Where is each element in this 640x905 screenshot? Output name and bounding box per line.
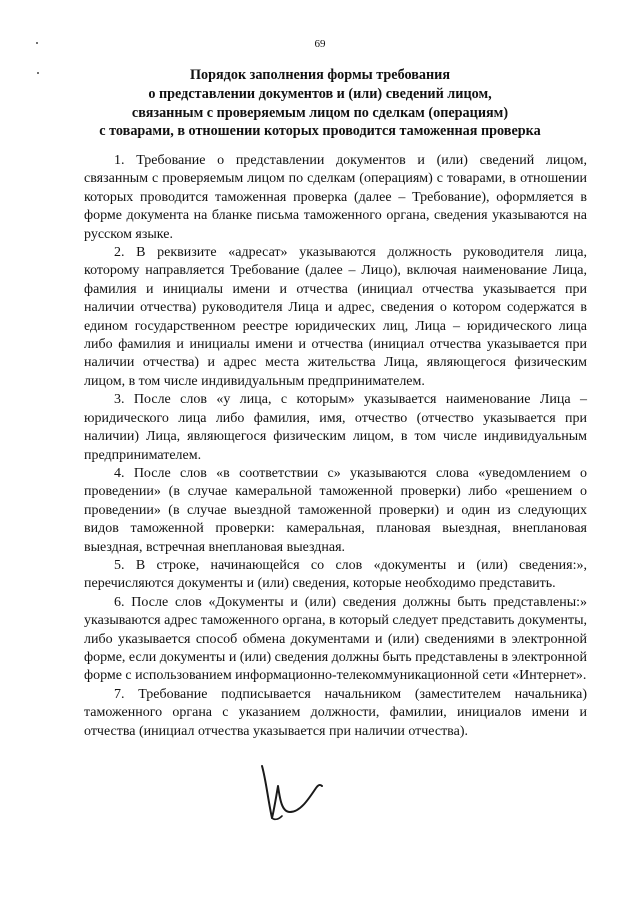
paragraph-3: 3. После слов «у лица, с которым» указывается наименование Лица – юридического лица либо фамилия, имя, отчество (отчество указывается при наличии) Лица, являющегося физическим лицом, в том числе индивидуальным предпринимателем. (84, 392, 587, 463)
title-line: о представлении документов и (или) сведений лицом, (148, 85, 492, 102)
paragraph-7: 7. Требование подписывается начальником (заместителем начальника) таможенного органа с указанием должности, фамилии, инициалов имени и отчества (инициал отчества указывается при наличии отчества). (84, 686, 587, 739)
document-body (84, 152, 587, 741)
paragraph-1: 1. Требование о представлении документов и (или) сведений лицом, связанным с проверяемым лицом по сделкам (операциям) с товарами, в отношении которых проводится таможенная проверка (далее – Требование), оформляется в форме документа на бланке письма таможенного органа, сведения указываются на русском языке. (84, 153, 587, 242)
paragraph-6: 6. После слов «Документы и (или) сведения должны быть представлены:» указываются адрес таможенного органа, в который следует представить документы, либо указывается способ обмена документами и (или) сведениями в электронной форме, если документы и (или) сведения должны быть представлены в электронной форме с использованием информационно-телекоммуникационной сети «Интернет». (84, 594, 588, 684)
page-number: 69 (314, 38, 326, 50)
paragraph-5: 5. В строке, начинающейся со слов «документы и (или) сведения:», перечисляются документы и (или) сведения, которые необходимо представить. (84, 557, 587, 592)
title-line: с товарами, в отношении которых проводится таможенная проверка (99, 123, 541, 140)
title-line: Порядок заполнения формы требования (189, 67, 450, 83)
paragraph-2: 2. В реквизите «адресат» указываются должность руководителя лица, которому направляется Требование (далее – Лицо), включая наименование Лица, фамилия и инициалы имени и отчества (инициал отчества указывается при наличии отчества) руководителя Лица и адрес, сведения о котором содержатся в едином государственном реестре юридических лиц, Лица – юридического лица либо фамилия и инициалы имени и отчества (инициал отчества указывается при наличии отчества) и адрес места жительства Лица, являющегося физическим лицом, в том числе индивидуальным предпринимателем. (84, 245, 587, 389)
paragraph-4: 4. После слов «в соответствии с» указываются слова «уведомлением о проведении» (в случае камеральной таможенной проверки) либо «решением о проведении» (в случае выездной таможенной проверки) и один из следующих видов таможенной проверки: камеральная, плановая выездная, внеплановая выездная, встречная внеплановая выездная. (84, 465, 587, 555)
scan-speck (37, 72, 39, 74)
title-line: связанным с проверяемым лицом по сделкам (операциям) (131, 104, 509, 121)
document-title (40, 66, 600, 141)
handwritten-signature (256, 760, 326, 824)
